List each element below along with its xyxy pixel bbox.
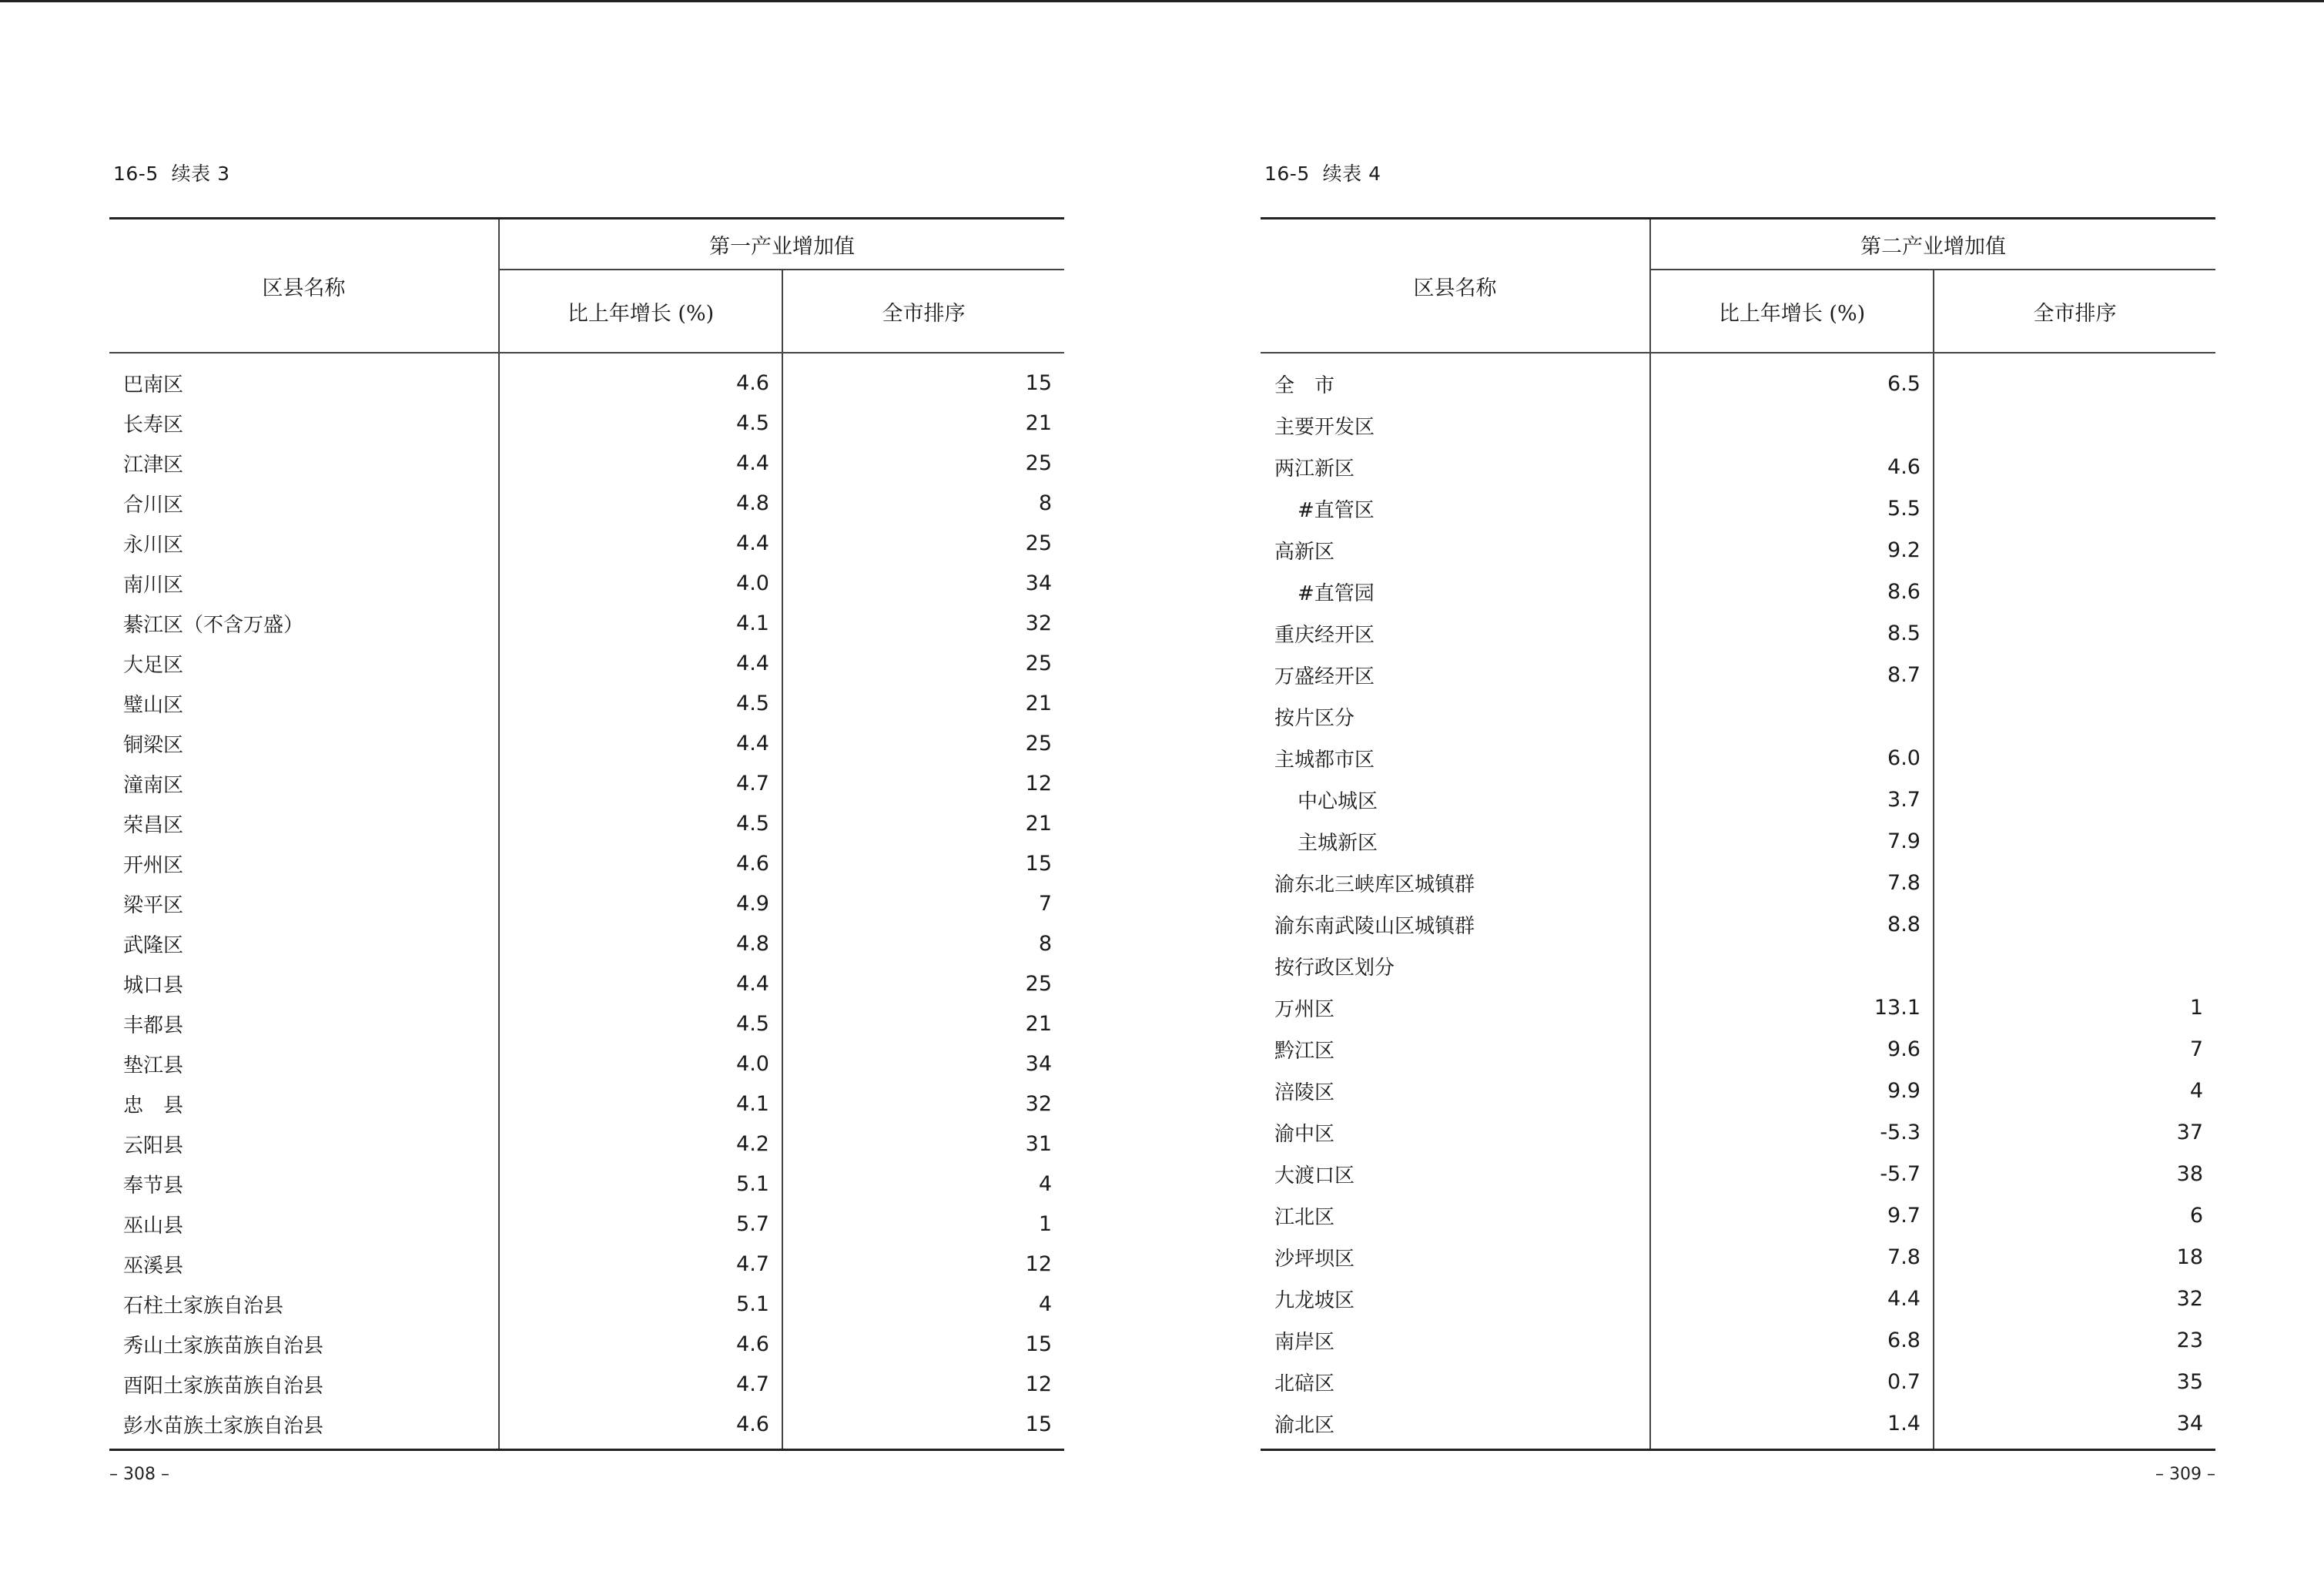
growth-value-cell: -5.7 [1650, 1153, 1934, 1194]
table-row [1261, 404, 2215, 446]
table-row [109, 843, 1064, 883]
rank-cell: 34 [1025, 571, 1052, 595]
growth-value-cell: 4.5 [499, 803, 782, 843]
table-row [109, 963, 1064, 1003]
district-name-cell: 合川区 [109, 483, 499, 523]
header-group: 第一产业增加值 [499, 219, 1064, 270]
table-row [1261, 571, 2215, 612]
growth-value-cell: 4.6 [499, 1324, 782, 1364]
rank-cell: 6 [2189, 1203, 2203, 1228]
rank-cell: 23 [2176, 1328, 2203, 1352]
table-row [1261, 1070, 2215, 1111]
rank-cell [1934, 820, 2215, 862]
rank-cell [1934, 862, 2215, 903]
table-title: 16-5 续表 4 [1264, 162, 1381, 185]
growth-value-cell: 4.2 [499, 1124, 782, 1164]
rank-cell [1934, 695, 2215, 737]
table-row [1261, 353, 2215, 404]
district-name-cell: 垫江县 [109, 1044, 499, 1084]
right-page [1261, 0, 2215, 1588]
table-row [109, 523, 1064, 563]
growth-value-cell: 4.9 [499, 883, 782, 923]
district-name-cell: 高新区 [1261, 529, 1650, 571]
table-row [109, 443, 1064, 483]
growth-value-cell: 9.6 [1650, 1028, 1934, 1070]
district-name-cell: 涪陵区 [1261, 1070, 1650, 1111]
rank-cell: 4 [2189, 1078, 2203, 1103]
growth-value-cell: 4.4 [1650, 1278, 1934, 1319]
rank-cell: 21 [1025, 691, 1052, 715]
header-rank: 全市排序 [1934, 270, 2215, 353]
rank-cell: 1 [1038, 1211, 1052, 1236]
growth-value-cell: 8.7 [1650, 654, 1934, 695]
growth-value-cell: 4.4 [499, 643, 782, 683]
district-name-cell: 巴南区 [109, 353, 499, 403]
rank-cell: 32 [1025, 611, 1052, 635]
table-row [109, 483, 1064, 523]
table-row [1261, 529, 2215, 571]
rank-cell [1934, 353, 2215, 404]
table-row [109, 1124, 1064, 1164]
table-row [1261, 903, 2215, 945]
growth-value-cell: 3.7 [1650, 779, 1934, 820]
stat-table-primary-industry [109, 217, 1064, 1451]
growth-value-cell: 4.8 [499, 483, 782, 523]
district-name-cell: 重庆经开区 [1261, 612, 1650, 654]
district-name-cell: 奉节县 [109, 1164, 499, 1204]
district-name-cell: 潼南区 [109, 763, 499, 803]
table-row [1261, 1402, 2215, 1450]
growth-value-cell: 4.0 [499, 563, 782, 603]
table-row [1261, 695, 2215, 737]
growth-value-cell: 4.4 [499, 443, 782, 483]
district-name-cell: 城口县 [109, 963, 499, 1003]
growth-value-cell: 4.1 [499, 603, 782, 643]
table-row [1261, 820, 2215, 862]
growth-value-cell: 4.6 [499, 353, 782, 403]
table-row [1261, 945, 2215, 987]
district-name-cell: 两江新区 [1261, 446, 1650, 487]
table-row [109, 1204, 1064, 1244]
rank-cell: 25 [1025, 451, 1052, 475]
growth-value-cell: 4.6 [1650, 446, 1934, 487]
left-page [109, 0, 1064, 1588]
growth-value-cell: 4.1 [499, 1084, 782, 1124]
rank-cell: 21 [1025, 811, 1052, 836]
rank-cell: 7 [1038, 891, 1052, 916]
growth-value-cell: 6.5 [1650, 353, 1934, 404]
table-row [109, 1284, 1064, 1324]
rank-cell: 21 [1025, 410, 1052, 435]
district-name-cell: 开州区 [109, 843, 499, 883]
rank-cell: 32 [1025, 1091, 1052, 1116]
table-row [1261, 1278, 2215, 1319]
rank-cell: 8 [1038, 491, 1052, 515]
growth-value-cell: 6.8 [1650, 1319, 1934, 1361]
table-row [1261, 612, 2215, 654]
growth-value-cell: 4.4 [499, 723, 782, 763]
table-row [1261, 1194, 2215, 1236]
table-row [1261, 987, 2215, 1028]
rank-cell: 25 [1025, 531, 1052, 555]
growth-value-cell: 8.5 [1650, 612, 1934, 654]
growth-value-cell: 4.5 [499, 403, 782, 443]
district-name-cell: 南川区 [109, 563, 499, 603]
table-row [109, 1003, 1064, 1044]
table-row [109, 1164, 1064, 1204]
district-name-cell: 渝东北三峡库区城镇群 [1261, 862, 1650, 903]
table-row [109, 1044, 1064, 1084]
table-row [1261, 779, 2215, 820]
page-number: – 309 – [2155, 1465, 2215, 1484]
rank-cell [1934, 571, 2215, 612]
table-row [109, 1364, 1064, 1404]
table-row [1261, 1236, 2215, 1278]
growth-value-cell: 4.7 [499, 763, 782, 803]
header-district-name: 区县名称 [1261, 219, 1650, 353]
growth-value-cell: 4.8 [499, 923, 782, 963]
table-row [109, 803, 1064, 843]
district-name-cell: 酉阳土家族苗族自治县 [109, 1364, 499, 1404]
district-name-cell: 渝北区 [1261, 1402, 1650, 1450]
table-row [1261, 1319, 2215, 1361]
table-row [109, 403, 1064, 443]
table-row [109, 563, 1064, 603]
table-body [109, 353, 1064, 1450]
rank-cell: 25 [1025, 731, 1052, 755]
rank-cell [1934, 779, 2215, 820]
rank-cell [1934, 404, 2215, 446]
rank-cell: 12 [1025, 771, 1052, 796]
district-name-cell: 江津区 [109, 443, 499, 483]
district-name-cell: 北碚区 [1261, 1361, 1650, 1402]
rank-cell: 12 [1025, 1251, 1052, 1276]
district-name-cell: 万州区 [1261, 987, 1650, 1028]
rank-cell: 37 [2176, 1120, 2203, 1144]
header-group: 第二产业增加值 [1650, 219, 2215, 270]
district-name-cell: 主城都市区 [1261, 737, 1650, 779]
growth-value-cell: 4.4 [499, 523, 782, 563]
table-body [1261, 353, 2215, 1450]
district-name-cell: 彭水苗族土家族自治县 [109, 1404, 499, 1450]
growth-value-cell [1650, 945, 1934, 987]
table-title: 16-5 续表 3 [113, 162, 230, 185]
district-name-cell: #直管区 [1261, 487, 1650, 529]
header-growth: 比上年增长 (%) [499, 270, 782, 353]
growth-value-cell: 0.7 [1650, 1361, 1934, 1402]
district-name-cell: 按行政区划分 [1261, 945, 1650, 987]
growth-value-cell: 9.9 [1650, 1070, 1934, 1111]
rank-cell: 4 [1038, 1292, 1052, 1316]
rank-cell: 34 [1934, 1402, 2215, 1450]
district-name-cell: 云阳县 [109, 1124, 499, 1164]
growth-value-cell: 4.7 [499, 1244, 782, 1284]
table-row [1261, 1153, 2215, 1194]
rank-cell: 15 [1025, 851, 1052, 876]
growth-value-cell: 4.5 [499, 1003, 782, 1044]
district-name-cell: 武隆区 [109, 923, 499, 963]
growth-value-cell: 4.4 [499, 963, 782, 1003]
district-name-cell: 按片区分 [1261, 695, 1650, 737]
table-row [109, 923, 1064, 963]
rank-cell [1934, 446, 2215, 487]
rank-cell: 25 [1025, 651, 1052, 675]
district-name-cell: 九龙坡区 [1261, 1278, 1650, 1319]
growth-value-cell [1650, 404, 1934, 446]
rank-cell [1934, 737, 2215, 779]
district-name-cell: 江北区 [1261, 1194, 1650, 1236]
district-name-cell: 荣昌区 [109, 803, 499, 843]
rank-cell: 4 [1038, 1171, 1052, 1196]
growth-value-cell: 6.0 [1650, 737, 1934, 779]
district-name-cell: 巫溪县 [109, 1244, 499, 1284]
table-row [109, 1324, 1064, 1364]
district-name-cell: 渝中区 [1261, 1111, 1650, 1153]
page-number: – 308 – [109, 1465, 169, 1484]
rank-cell: 15 [782, 1404, 1064, 1450]
table-row [1261, 487, 2215, 529]
district-name-cell: 梁平区 [109, 883, 499, 923]
district-name-cell: 中心城区 [1261, 779, 1650, 820]
table-row [1261, 737, 2215, 779]
table-row [1261, 1111, 2215, 1153]
district-name-cell: 永川区 [109, 523, 499, 563]
table-row [1261, 862, 2215, 903]
district-name-cell: 沙坪坝区 [1261, 1236, 1650, 1278]
growth-value-cell: 7.8 [1650, 1236, 1934, 1278]
rank-cell [1934, 654, 2215, 695]
table-row [109, 1244, 1064, 1284]
growth-value-cell: 13.1 [1650, 987, 1934, 1028]
rank-cell: 1 [2189, 995, 2203, 1020]
growth-value-cell: -5.3 [1650, 1111, 1934, 1153]
rank-cell: 12 [1025, 1372, 1052, 1396]
rank-cell: 15 [1025, 1332, 1052, 1356]
rank-cell: 18 [2176, 1245, 2203, 1269]
district-name-cell: 铜梁区 [109, 723, 499, 763]
growth-value-cell: 4.6 [499, 843, 782, 883]
district-name-cell: 綦江区（不含万盛） [109, 603, 499, 643]
district-name-cell: 全 市 [1261, 353, 1650, 404]
rank-cell: 32 [2176, 1286, 2203, 1311]
growth-value-cell: 5.1 [499, 1164, 782, 1204]
district-name-cell: 丰都县 [109, 1003, 499, 1044]
rank-cell: 34 [1025, 1051, 1052, 1076]
district-name-cell: 璧山区 [109, 683, 499, 723]
growth-value-cell: 4.6 [499, 1404, 782, 1450]
stat-table-secondary-industry [1261, 217, 2215, 1451]
growth-value-cell: 9.2 [1650, 529, 1934, 571]
rank-cell: 31 [1025, 1131, 1052, 1156]
district-name-cell: 万盛经开区 [1261, 654, 1650, 695]
district-name-cell: 巫山县 [109, 1204, 499, 1244]
header-growth: 比上年增长 (%) [1650, 270, 1934, 353]
table-row [109, 723, 1064, 763]
growth-value-cell: 7.8 [1650, 862, 1934, 903]
table-row [109, 883, 1064, 923]
district-name-cell: 长寿区 [109, 403, 499, 443]
growth-value-cell: 8.6 [1650, 571, 1934, 612]
rank-cell: 15 [1025, 370, 1052, 395]
rank-cell [1934, 487, 2215, 529]
table-row [1261, 1028, 2215, 1070]
rank-cell: 8 [1038, 931, 1052, 956]
growth-value-cell: 5.1 [499, 1284, 782, 1324]
table-row [1261, 446, 2215, 487]
table-row [109, 643, 1064, 683]
rank-cell: 35 [2176, 1369, 2203, 1394]
header-rank: 全市排序 [782, 270, 1064, 353]
district-name-cell: 大足区 [109, 643, 499, 683]
growth-value-cell: 7.9 [1650, 820, 1934, 862]
table-row [109, 603, 1064, 643]
rank-cell [1934, 945, 2215, 987]
growth-value-cell: 5.7 [499, 1204, 782, 1244]
growth-value-cell: 4.7 [499, 1364, 782, 1404]
district-name-cell: 主城新区 [1261, 820, 1650, 862]
district-name-cell: 主要开发区 [1261, 404, 1650, 446]
district-name-cell: 大渡口区 [1261, 1153, 1650, 1194]
district-name-cell: 秀山土家族苗族自治县 [109, 1324, 499, 1364]
rank-cell [1934, 903, 2215, 945]
rank-cell: 25 [1025, 971, 1052, 996]
rank-cell: 7 [2189, 1037, 2203, 1061]
district-name-cell: #直管园 [1261, 571, 1650, 612]
table-row [1261, 1361, 2215, 1402]
rank-cell: 38 [2176, 1161, 2203, 1186]
district-name-cell: 南岸区 [1261, 1319, 1650, 1361]
district-name-cell: 黔江区 [1261, 1028, 1650, 1070]
table-row [109, 683, 1064, 723]
table-row [109, 1404, 1064, 1450]
table-row [109, 763, 1064, 803]
rank-cell: 21 [1025, 1011, 1052, 1036]
growth-value-cell: 8.8 [1650, 903, 1934, 945]
district-name-cell: 渝东南武陵山区城镇群 [1261, 903, 1650, 945]
rank-cell [1934, 529, 2215, 571]
growth-value-cell: 1.4 [1650, 1402, 1934, 1450]
district-name-cell: 忠 县 [109, 1084, 499, 1124]
growth-value-cell: 5.5 [1650, 487, 1934, 529]
growth-value-cell: 4.5 [499, 683, 782, 723]
table-row [109, 1084, 1064, 1124]
table-row [1261, 654, 2215, 695]
growth-value-cell [1650, 695, 1934, 737]
header-district-name: 区县名称 [109, 219, 499, 353]
table-row [109, 353, 1064, 403]
district-name-cell: 石柱土家族自治县 [109, 1284, 499, 1324]
rank-cell [1934, 612, 2215, 654]
growth-value-cell: 9.7 [1650, 1194, 1934, 1236]
growth-value-cell: 4.0 [499, 1044, 782, 1084]
